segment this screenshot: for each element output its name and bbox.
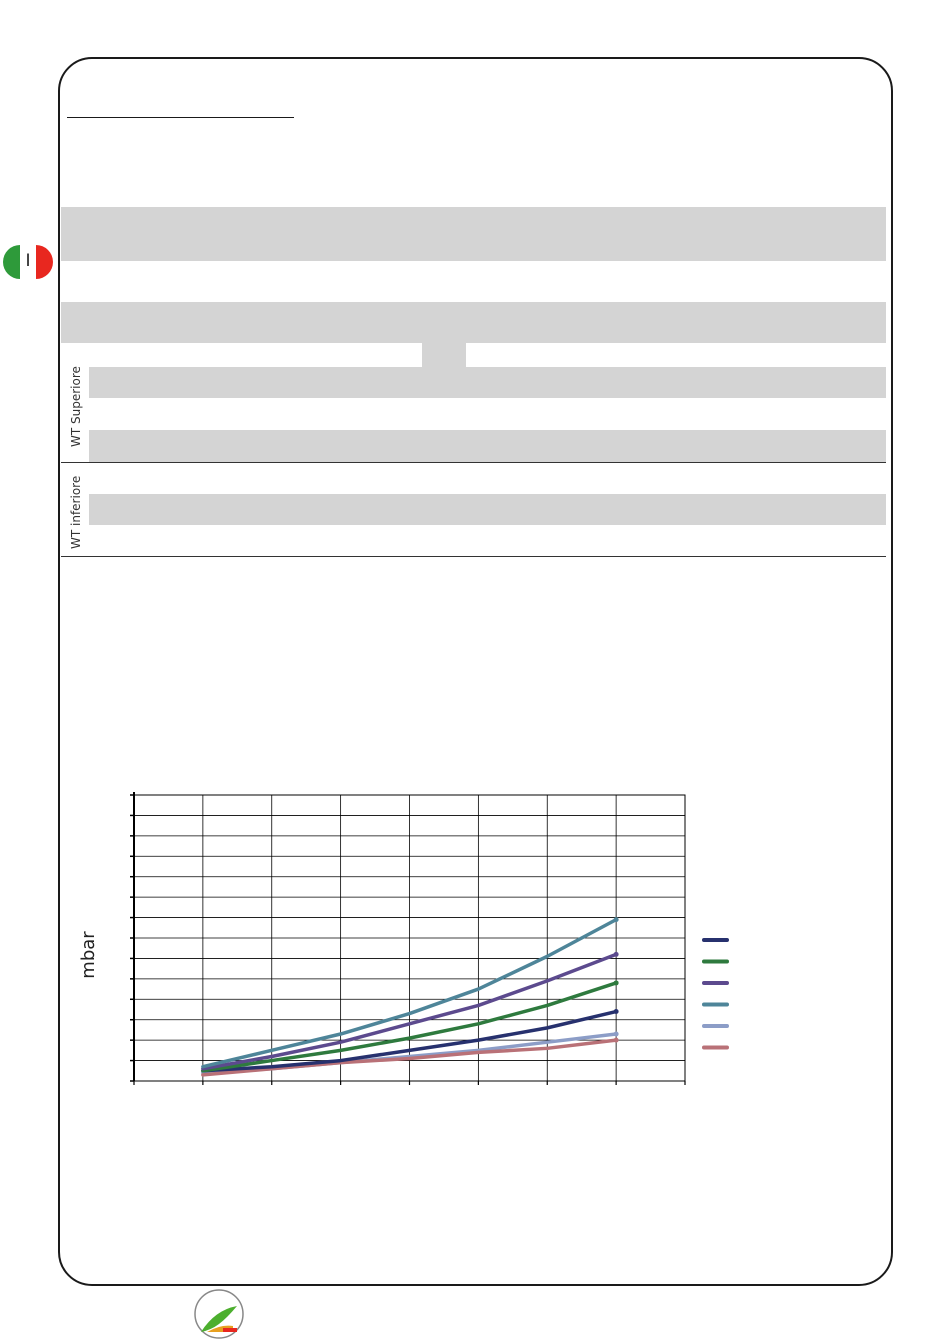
- series-endpoint-1: [614, 1009, 619, 1014]
- flag-letter: I: [25, 251, 31, 271]
- brand-logo-icon: [193, 1288, 245, 1340]
- series-endpoint-5: [614, 1032, 619, 1037]
- series-endpoint-4: [614, 917, 619, 922]
- series-endpoint-2: [614, 980, 619, 985]
- y-axis-label: mbar: [78, 931, 99, 979]
- lower-section-label: WT inferiore: [69, 475, 83, 549]
- upper-section-label: WT Superiore: [69, 366, 83, 447]
- series-endpoint-3: [614, 952, 619, 957]
- chart-legend: [704, 940, 727, 1048]
- series-endpoint-6: [614, 1038, 619, 1043]
